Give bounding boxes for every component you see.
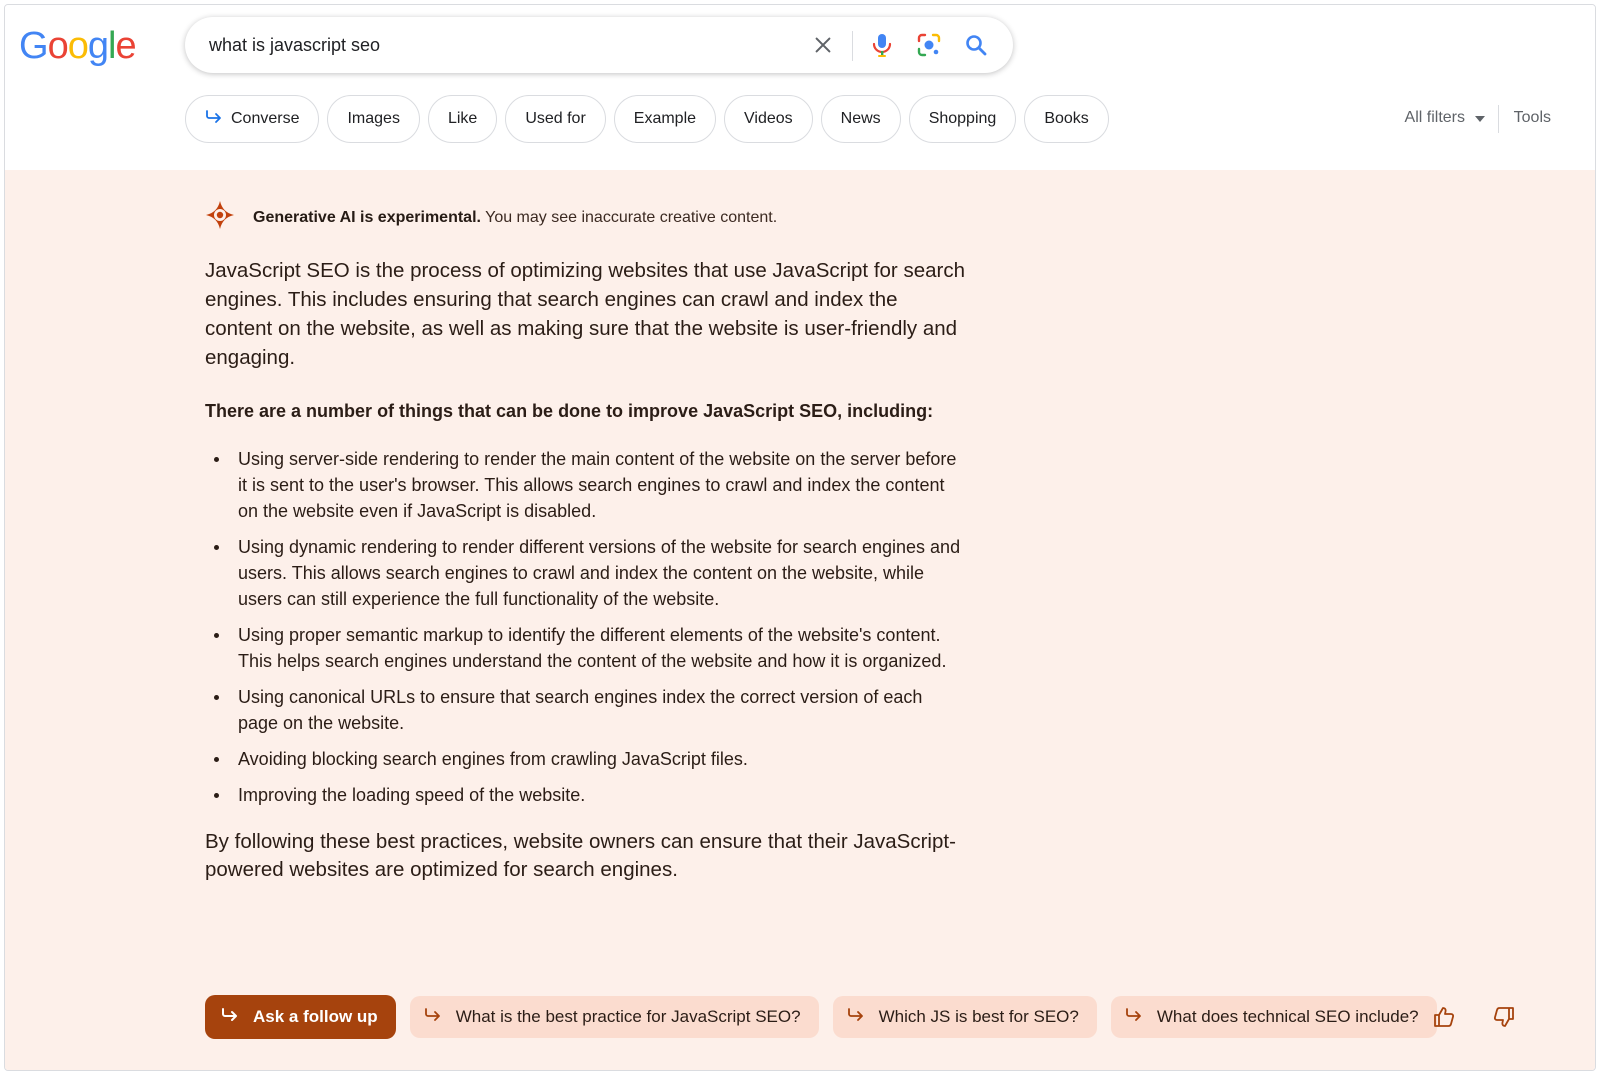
list-item: Using canonical URLs to ensure that search engines index the correct version of each page on the website. [205,684,965,736]
search-input[interactable] [209,17,799,73]
answer-lead: There are a number of things that can be done to improve JavaScript SEO, including: [205,401,934,421]
logo-letter: g [87,25,108,67]
chip-converse[interactable] [185,95,319,143]
followup-label: What does technical SEO include? [1156,1007,1419,1026]
logo-letter: l [107,25,116,67]
followup-label: What is the best practice for JavaScript SEO? [455,1007,801,1026]
lens-icon[interactable] [915,31,943,59]
notice-text [253,209,777,227]
logo-letter: e [115,25,136,67]
ask-follow-up-label: Ask a follow up [253,1007,378,1026]
chip-label: Like [447,110,478,127]
chip-used-for[interactable] [505,95,605,143]
all-filters-label: All filters [1404,109,1465,126]
chip-label: Videos [744,110,793,127]
list-item: Improving the loading speed of the website. [205,782,965,808]
chip-news[interactable] [821,95,901,143]
search-header [5,5,1595,170]
chip-label: News [840,110,881,127]
followup-label: Which JS is best for SEO? [878,1007,1079,1026]
converse-arrow-icon [205,109,223,130]
chip-books[interactable] [1024,95,1108,143]
followup-chip[interactable] [833,996,1097,1038]
thumbs-up-icon[interactable] [1429,1002,1459,1032]
answer-outro: By following these best practices, website owners can ensure that their JavaScript-powered websites are optimized for search engines. [205,830,956,881]
caret-down-icon [1475,109,1485,127]
sge-answer [205,256,965,884]
list-item: Using server-side rendering to render the main content of the website on the server before it is sent to the user's browser. This allows search engines to crawl and index the content on the website even if JavaScript is disabled. [205,446,965,524]
chip-label: Example [633,110,697,127]
search-divider [852,31,853,61]
answer-intro: JavaScript SEO is the process of optimizing websites that use JavaScript for search engines. This includes ensuring that search engines can crawl and index the content on the website, as well as making sure that the website is user-friendly and engaging. [205,259,965,369]
google-logo[interactable] [19,25,136,68]
logo-letter: o [47,25,68,67]
chip-label: Books [1044,110,1089,127]
follow-up-arrow-icon [1125,1007,1143,1028]
chip-videos[interactable] [724,95,813,143]
chip-shopping[interactable] [909,95,1017,143]
experimental-notice [205,200,777,235]
microphone-icon[interactable] [868,31,896,59]
notice-bold: Generative AI is experimental. [253,208,481,226]
followup-chip[interactable] [410,996,819,1038]
follow-up-arrow-icon [847,1007,865,1028]
sge-panel [5,170,1595,1071]
chip-images[interactable] [327,95,419,143]
chip-label: Converse [231,110,300,127]
thumbs-down-icon[interactable] [1489,1002,1519,1032]
chip-like[interactable] [428,95,497,143]
chip-label: Shopping [928,110,997,127]
list-item: Avoiding blocking search engines from crawling JavaScript files. [205,746,965,772]
list-item: Using proper semantic markup to identify the different elements of the website's content. This helps search engines understand the content of the website and how it is organized. [205,622,965,674]
chip-label: Images [347,110,400,127]
logo-letter: o [67,25,88,67]
chip-example[interactable] [614,95,716,143]
answer-list [205,446,965,808]
follow-up-arrow-icon [221,1007,239,1028]
followup-bar [205,995,1437,1039]
search-box [185,17,1013,73]
chip-label: Used for [525,110,586,127]
logo-letter: G [19,25,48,67]
tools-button[interactable]: Tools [1513,109,1551,126]
search-icon[interactable] [962,31,990,59]
follow-up-arrow-icon [424,1007,442,1028]
sparkle-icon [205,200,235,235]
notice-rest: You may see inaccurate creative content. [485,208,778,226]
ask-follow-up-button[interactable] [205,995,396,1039]
list-item: Using dynamic rendering to render different versions of the website for search engines and users. This allows search engines to crawl and index the content on the website, while users can still experience the full functionality of the website. [205,534,965,612]
all-filters-button[interactable] [1405,109,1485,127]
browser-frame [4,4,1596,1071]
filters-divider [1498,105,1499,133]
filter-chips [185,95,1109,143]
close-icon[interactable] [809,31,837,59]
followup-chip[interactable] [1111,996,1437,1038]
